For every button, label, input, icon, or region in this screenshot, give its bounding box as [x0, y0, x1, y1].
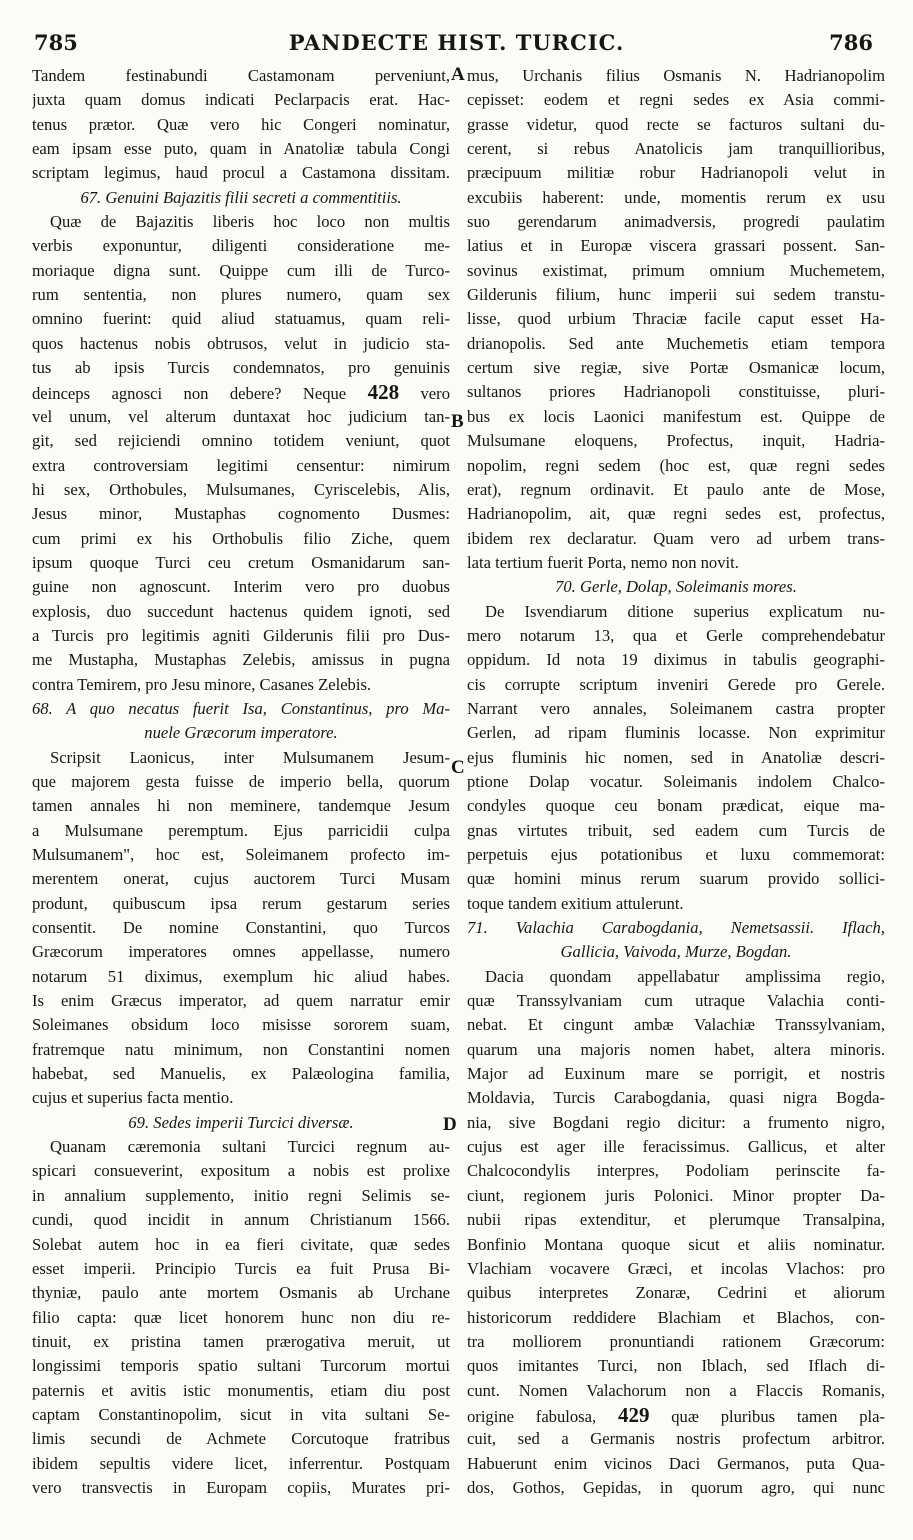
text-line: mero notarum 13, qua et Gerle comprehendebatur — [467, 625, 885, 645]
left-page-number: 785 — [34, 30, 78, 55]
text-line: Græcorum imperatores omnes appellasse, numero — [32, 942, 450, 962]
text-line: Chalcocondylis interpres, Podoliam perinscite fa- — [467, 1161, 885, 1181]
text-line: paternis et avitis istic monumentis, etiam diu post — [32, 1380, 450, 1400]
text-line: captam Constantinopolim, sicut in vita sultani Se- — [32, 1404, 450, 1424]
text-line: Gerlen, ad ripam fluminis locasse. Non exprimitur — [467, 723, 885, 743]
text-line: ciunt, regionem juris Polonici. Minor propter Da- — [467, 1185, 885, 1205]
text-line: lata tertium fuerit Porta, nemo non novit. — [467, 552, 739, 572]
text-line: erat), regnum ordinavit. Et paulo ante de Mose, — [467, 479, 885, 499]
text-line: cum primi ex his Orthobulis filio Ziche, quem — [32, 528, 450, 548]
text-line: drianopolis. Sed ante Muchemetis etiam tempora — [467, 333, 885, 353]
text-line: esset imperii. Principio Turcis ea fuit Prusa Bi- — [32, 1258, 450, 1278]
text-line: Narrant vero annales, Soleimanem castra propter — [467, 698, 885, 718]
text-line: moriaque digna sunt. Quippe cum illi de Turco- — [32, 260, 450, 280]
text-line: filio capta: quæ licet honorem hunc non diu re- — [32, 1307, 450, 1327]
text-line: Hadrianopolim, ait, quæ regni sedes est, profectus, — [467, 504, 885, 524]
text-segment: deinceps agnosci non debere? Neque — [32, 384, 347, 404]
text-line: cepisset: eodem et regni sedes ex Asia commi- — [467, 90, 885, 110]
text-line: Scripsit Laonicus, inter Mulsumanem Jesum- — [50, 747, 450, 767]
text-line: longissimi temporis spatio sultani Turcorum mortui — [32, 1356, 450, 1376]
text-line: Mulsumanem", hoc est, Soleimanem profecto im- — [32, 845, 450, 864]
text-line: ibidem rex declaratur. Quam vero ad urbem trans- — [467, 528, 885, 548]
text-line: excubiis haberent: unde, momentis rerum ex usu — [467, 187, 885, 207]
text-line: præcipuum militiæ robur Hadrianopoli velut in — [467, 163, 885, 183]
right-page-number: 786 — [829, 30, 873, 55]
section-heading-69: 69. Sedes imperii Turcici diversæ. — [128, 1112, 354, 1132]
margin-letter-d: D — [443, 1114, 457, 1135]
text-line: extra controversiam legitimi censentur: nimirum — [32, 455, 450, 475]
text-line: Moldavia, Turcis Carabogdania, quasi nigra Bogda- — [467, 1088, 885, 1108]
text-line: me Mustapha, Mustaphas Zelebis, amissus in pugna — [32, 650, 450, 670]
text-line: nia, sive Bogdani regio dicitur: a frumento nigro, — [467, 1112, 885, 1132]
left-column — [32, 64, 450, 1532]
text-line: in annalium supplemento, initio regni Selimis se- — [32, 1185, 450, 1205]
text-line: quos hactenus nobis obtrusos, velut in judicio sta- — [32, 333, 450, 353]
text-line: De Isvendiarum ditione superius explicatum nu- — [485, 601, 885, 621]
section-heading-71: 71. Valachia Carabogdania, Nemetsassii. Iflach, — [467, 918, 885, 938]
text-line: latius et in Europæ viscera grassari possent. San- — [467, 236, 885, 256]
text-line: git, sed rejiciendi omnino totidem veniunt, quot — [32, 431, 450, 451]
text-line: toque tandem exitium attulerunt. — [467, 893, 684, 913]
text-line: cujus et superius facta mentio. — [32, 1088, 234, 1108]
text-line: cunt. Nomen Valachorum non a Flaccis Romanis, — [467, 1380, 885, 1400]
running-title: PANDECTE HIST. TURCIC. — [288, 30, 625, 55]
text-line: tinuit, ex pristina tamen prærogativa meruit, ut — [32, 1331, 450, 1351]
text-line: quæ Transsylvaniam cum utraque Valachia conti- — [467, 991, 885, 1011]
text-line: Mulsumane eloquens, Profectus, inquit, Hadria- — [467, 431, 885, 451]
text-line — [32, 380, 450, 404]
text-line: quarum una majoris nomen habet, altera minoris. — [467, 1039, 885, 1059]
text-line: consentit. De nomine Constantini, quo Turcos — [32, 918, 450, 938]
text-line: Is enim Græcus imperator, ad quem narratur emir — [32, 991, 450, 1011]
text-line — [467, 1403, 885, 1427]
margin-letter-b: B — [451, 411, 464, 432]
text-line: Solebat autem hoc in ea fieri civitate, quæ sedes — [32, 1234, 450, 1254]
text-line: gnas virtutes tribuit, sed eadem cum Turcis de — [467, 820, 885, 840]
text-line: a Mulsumane peremptum. Ejus parricidii culpa — [32, 820, 450, 840]
text-line: hi sex, Orthobules, Mulsumanes, Cyriscelebis, Alis, — [32, 479, 450, 499]
text-line: ptione Dolap vocatur. Soleimanis indolem Chalco- — [467, 771, 885, 791]
text-line: grasse videtur, quod recte se facturos sultani du- — [467, 114, 885, 134]
text-line: scriptam legimus, haud procul a Castamona dissitam. — [32, 163, 450, 183]
text-line: eam ipsam esse puto, quam in Anatoliæ tabula Congi — [32, 139, 450, 159]
text-line: Quæ de Bajazitis liberis hoc loco non multis — [50, 212, 450, 232]
text-line: perpetuis ejus potationibus et luxu commemorat: — [467, 845, 885, 864]
text-line: Soleimanes obsidum loco misisse sororem suam, — [32, 1015, 450, 1035]
text-line: cerent, si rebus Anatolicis jam tranquillioribus, — [467, 139, 885, 159]
text-line: juxta quam domus indicati Peclarpacis erat. Hac- — [32, 90, 450, 110]
text-line: lisse, quod urbium Thraciæ facile caput esset Ha- — [467, 309, 885, 329]
text-line: quos imitantes Turci, non Iblach, sed Iflach di- — [467, 1356, 885, 1376]
text-line: cis corrupte scriptum inveniri Gerede pro Gerele. — [467, 674, 885, 694]
text-line: habebat, sed Manuelis, ex Palæologina familia, — [32, 1064, 450, 1084]
text-line: vero transvectis in Europam copiis, Murates pri- — [32, 1477, 450, 1497]
margin-letter-a: A — [451, 64, 465, 85]
margin-letter-c: C — [451, 757, 465, 778]
text-segment: quæ pluribus tamen pla- — [671, 1406, 885, 1426]
text-line: sultanos priores Hadrianopoli constituisse, pluri- — [467, 382, 885, 402]
text-line: nebat. Et cingunt ambæ Valachiæ Transsylvaniam, — [467, 1015, 885, 1035]
text-line: suo gerendarum animadversis, progredi paulatim — [467, 212, 885, 232]
text-line: a Turcis pro legitimis agniti Gilderunis filii pro Dus- — [32, 625, 450, 645]
text-line: Tandem festinabundi Castamonam perveniunt, — [32, 66, 450, 85]
folio-number-right: 429 — [617, 1402, 650, 1427]
text-line: tamen annales hi non meminere, tandemque Jesum — [32, 796, 450, 816]
text-line: notarum 51 diximus, exemplum hic aliud habes. — [32, 966, 450, 986]
text-line: omnino fuerint: quid aliud statuamus, quam reli- — [32, 309, 450, 329]
text-line: tra molliorem pronuntiandi rationem Græcorum: — [467, 1331, 885, 1351]
text-line: ipsum quoque Turci ceu cretum Osmanidarum san- — [32, 552, 450, 572]
text-line: vel unum, vel alterum duntaxat hoc judicium tan- — [32, 406, 450, 426]
section-heading-71-cont: Gallicia, Vaivoda, Murze, Bogdan. — [560, 942, 792, 962]
section-heading-67: 67. Genuini Bajazitis filii secreti a commentitiis. — [80, 187, 402, 207]
text-line: Major ad Euxinum mare se porrigit, et nostris — [467, 1064, 885, 1084]
text-line: merentem onerat, cujus auctorem Turci Musam — [32, 869, 450, 889]
text-line: quæ homini minus rerum suarum provido sollici- — [467, 869, 885, 889]
text-line: Vlachiam vocavere Græci, et incolas Vlachos: pro — [467, 1258, 885, 1278]
text-line: Habuerunt enim vicinos Daci Germanos, puta Qua- — [467, 1453, 885, 1473]
text-line: cundi, quod incidit in annum Christianum 1566. — [32, 1210, 450, 1230]
text-line: sovinus existimat, primum omnium Muchemetem, — [467, 260, 885, 280]
text-line: guine non agnoscunt. Interim vero pro duobus — [32, 577, 450, 597]
text-line: dos, Gothos, Gepidas, in quorum agro, qui nunc — [467, 1477, 885, 1497]
section-heading-70: 70. Gerle, Dolap, Soleimanis mores. — [555, 577, 797, 597]
page-header — [0, 30, 913, 56]
text-line: spicari consueverint, expositum a nobis est prolixe — [32, 1161, 450, 1181]
text-line: condyles quoque ceu bonam prædicat, eique ma- — [467, 796, 885, 816]
text-line: quibus interpretes Zonaræ, Cedrini et aliorum — [467, 1283, 885, 1303]
text-line: limis secundi de Achmete Corcutoque fratribus — [32, 1429, 450, 1449]
folio-number-left: 428 — [367, 380, 400, 405]
section-heading-68: 68. A quo necatus fuerit Isa, Constantinus, pro Ma- — [32, 698, 450, 718]
text-line: cuit, sed a Germanis nostris profectum arbitror. — [467, 1429, 885, 1449]
text-line: historicorum reddidere Blachiam et Blachos, con- — [467, 1307, 885, 1327]
text-line: contra Temirem, pro Jesu minore, Casanes Zelebis. — [32, 674, 372, 694]
text-line: bus ex locis Laonici manifestum est. Quippe de — [467, 406, 885, 426]
text-line: mus, Urchanis filius Osmanis N. Hadrianopolim — [467, 66, 885, 85]
text-line: certum sive regiæ, sive Portæ Osmanicæ locum, — [467, 358, 885, 378]
text-line: ibidem sepultis videre licet, inferrentur. Postquam — [32, 1453, 450, 1473]
text-line: Jesus minor, Mustaphas cognomento Dusmes: — [32, 504, 450, 524]
text-line: explosis, duo succedunt hactenus quidem ignoti, sed — [32, 601, 450, 621]
text-line: nopolim, regni sedem (hoc est, quæ regni sedes — [467, 455, 885, 475]
text-line: nubii ripas extenditur, et plerumque Transalpina, — [467, 1210, 885, 1230]
right-column — [467, 64, 885, 1532]
text-line: cujus est ager ille feracissimus. Gallicus, et alter — [467, 1137, 885, 1157]
text-line: Gilderunis filium, hunc imperii sui sedem transtu- — [467, 285, 885, 305]
text-line: fratremque natu minimum, non Constantini nomen — [32, 1039, 450, 1059]
text-line: Bonfinio Montana quoque sicut et aliis nominatur. — [467, 1234, 885, 1254]
text-line: tenus prætor. Quæ vero hic Congeri nominatur, — [32, 114, 450, 134]
text-line: thyniæ, paulo ante mortem Osmanis ab Urchane — [32, 1283, 450, 1303]
text-line: que majorem gesta fuisse de imperio bella, quorum — [32, 771, 450, 791]
text-line: tus ab ipsis Turcis condemnatos, pro genuinis — [32, 358, 450, 378]
section-heading-68-cont: nuele Græcorum imperatore. — [144, 723, 338, 743]
text-line: rum sententia, non plures numero, quam sex — [32, 285, 450, 305]
text-line: Dacia quondam appellabatur amplissima regio, — [485, 966, 885, 986]
text-segment: vero — [420, 384, 450, 404]
text-line: ejus fluminis hic nomen, sed in Anatoliæ descri- — [467, 747, 885, 767]
text-line: Quanam cæremonia sultani Turcici regnum au- — [50, 1137, 450, 1157]
text-line: verbis exponuntur, diligenti consideratione me- — [32, 236, 450, 256]
text-segment: origine fabulosa, — [467, 1406, 597, 1426]
text-line: oppidum. Id nota 19 diximus in tabulis geographi- — [467, 650, 885, 670]
text-line: produnt, quibuscum ipsa rerum gestarum series — [32, 893, 450, 913]
